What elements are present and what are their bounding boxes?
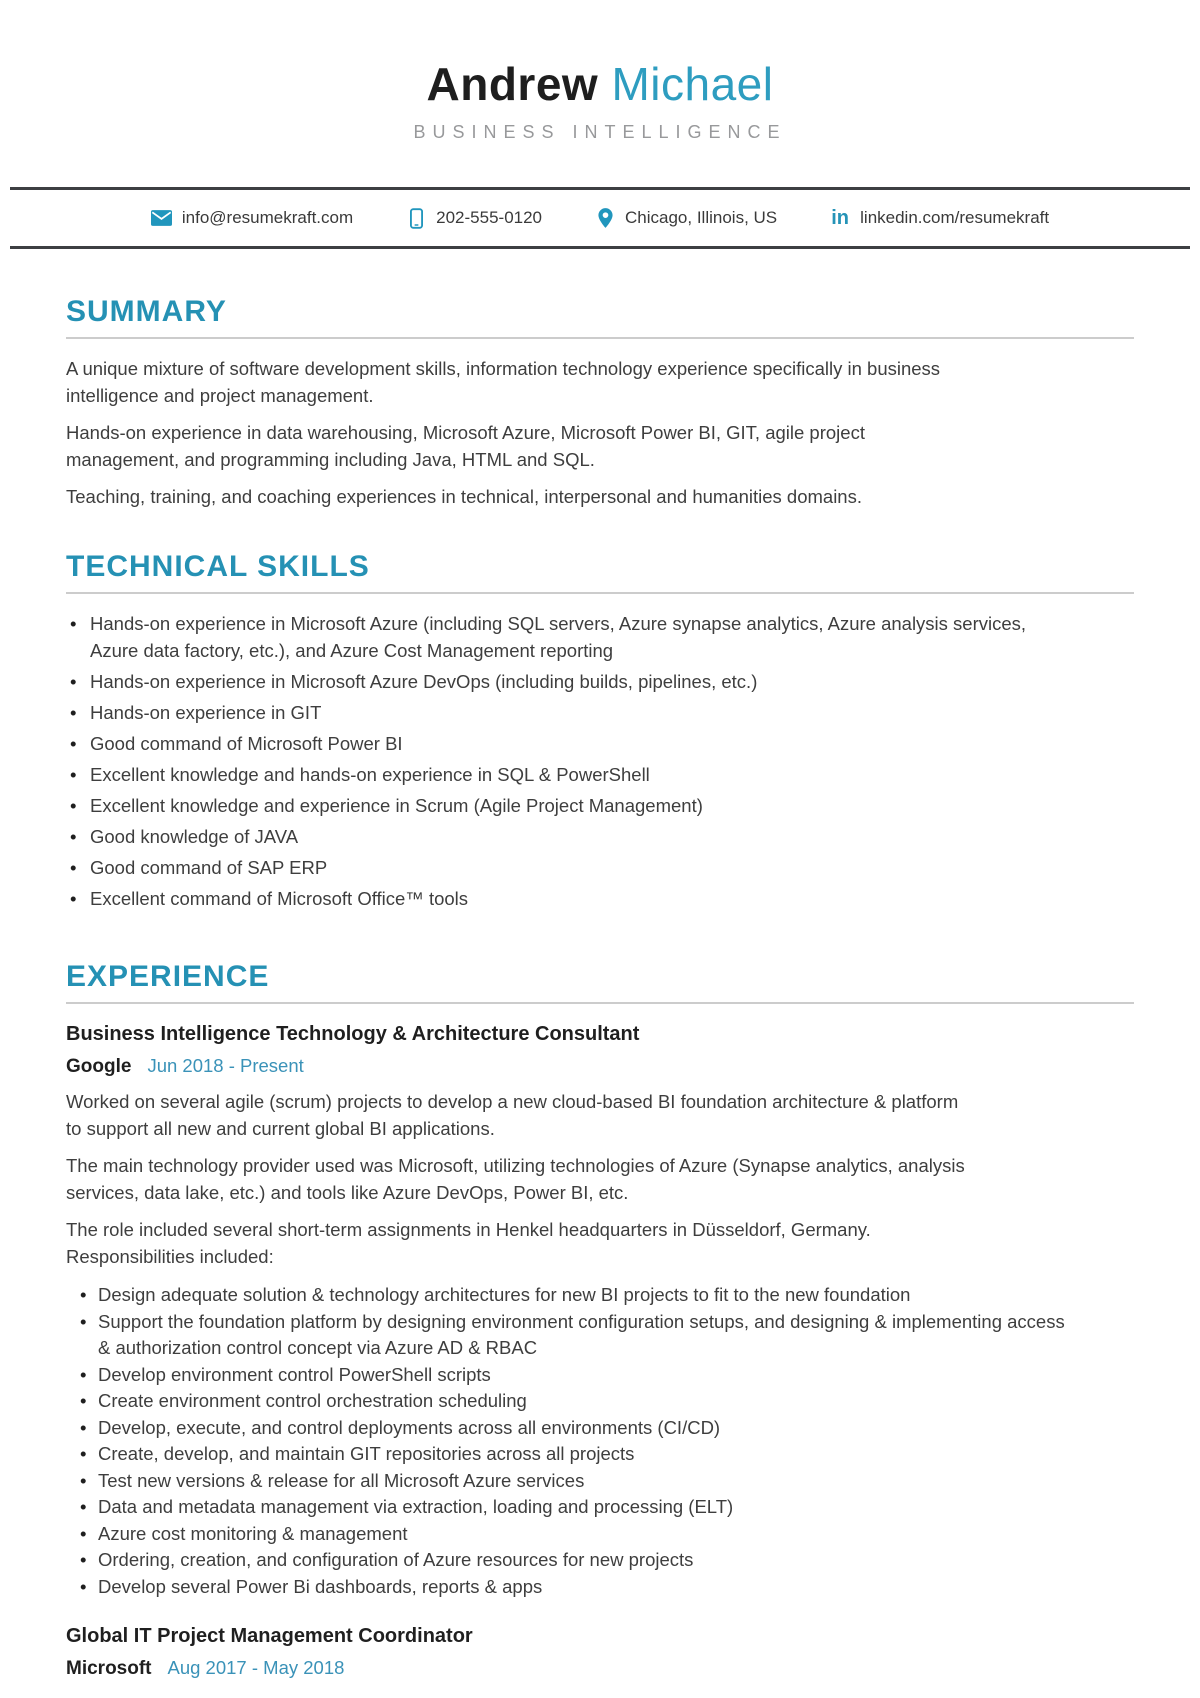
first-name: Andrew <box>426 58 599 110</box>
last-name: Michael <box>611 58 774 110</box>
resume-header <box>0 0 1200 143</box>
company-name: Microsoft <box>66 1658 152 1679</box>
job-bullet-item <box>66 1388 1066 1415</box>
skill-item <box>66 610 1056 664</box>
resume-body <box>66 249 1134 1680</box>
section-experience <box>66 916 1134 1680</box>
job-bullet-text: Develop several Power Bi dashboards, reports & apps <box>98 1575 543 1597</box>
job-bullet-text: Data and metadata management via extraction, loading and processing (ELT) <box>98 1496 734 1517</box>
skill-item <box>66 668 1056 695</box>
bullet-icon: • <box>80 1443 87 1464</box>
job-bullet-item <box>66 1441 1066 1468</box>
bullet-icon: • <box>70 795 77 816</box>
skill-text: Good command of Microsoft Power BI <box>90 733 403 754</box>
bullet-icon: • <box>70 857 77 878</box>
job-bullet-text: Support the foundation platform by designing environment configuration setups, and designing & implementing access & authorization control concept via Azure AD & RBAC <box>98 1310 1065 1358</box>
bullet-icon: • <box>70 671 77 692</box>
phone-icon <box>405 207 427 229</box>
job-dates: Aug 2017 - May 2018 <box>167 1657 345 1678</box>
skill-item <box>66 699 1056 726</box>
job-paragraph: The main technology provider used was Microsoft, utilizing technologies of Azure (Synapse analytics, analysis services, data lake, etc.) and tools like Azure DevOps, Power BI, etc. <box>66 1155 965 1203</box>
linkedin-icon: in <box>831 207 850 229</box>
bullet-icon: • <box>80 1575 87 1597</box>
job-bullet-item <box>66 1309 1066 1362</box>
skills-list <box>66 610 1134 912</box>
contact-phone[interactable] <box>405 207 542 229</box>
skill-text: Excellent knowledge and experience in Scrum (Agile Project Management) <box>90 795 703 816</box>
bullet-icon: • <box>80 1363 87 1385</box>
section-technical-skills <box>66 510 1134 912</box>
job-bullet-text: Azure cost monitoring & management <box>98 1522 408 1544</box>
bullet-icon: • <box>80 1390 87 1411</box>
summary-heading: SUMMARY <box>66 295 1134 339</box>
job-bullets-list <box>66 1282 1134 1600</box>
skill-text: Hands-on experience in Microsoft Azure (including SQL servers, Azure synapse analytics, Azure analysis services, Azure data factory, etc.), and Azure Cost Management reporting <box>90 613 1027 661</box>
skill-text: Good command of SAP ERP <box>90 857 328 878</box>
job-bullet-text: Develop environment control PowerShell scripts <box>98 1363 491 1385</box>
job-bullet-item <box>66 1521 1066 1548</box>
bullet-icon: • <box>80 1310 87 1332</box>
bullet-icon: • <box>70 888 77 909</box>
bullet-icon: • <box>80 1416 87 1438</box>
skill-item <box>66 792 1056 819</box>
job-bullet-text: Create environment control orchestration scheduling <box>98 1390 527 1411</box>
skill-item <box>66 823 1056 850</box>
job-dates: Jun 2018 - Present <box>147 1055 304 1076</box>
job-bullet-item <box>66 1282 1066 1309</box>
job-bullet-text: Develop, execute, and control deployments across all environments (CI/CD) <box>98 1416 721 1438</box>
skill-text: Hands-on experience in GIT <box>90 702 322 723</box>
job-title: Global IT Project Management Coordinator <box>66 1625 473 1647</box>
bullet-icon: • <box>70 702 77 723</box>
experience-heading: EXPERIENCE <box>66 960 1134 1004</box>
bullet-icon: • <box>80 1549 87 1570</box>
skill-text: Excellent knowledge and hands-on experience in SQL & PowerShell <box>90 764 650 785</box>
skill-item <box>66 885 1056 912</box>
skill-text: Hands-on experience in Microsoft Azure DevOps (including builds, pipelines, etc.) <box>90 671 758 692</box>
bullet-icon: • <box>70 764 77 785</box>
job-bullet-item <box>66 1415 1066 1442</box>
skill-item <box>66 761 1056 788</box>
job-bullet-item <box>66 1362 1066 1389</box>
bullet-icon: • <box>80 1469 87 1491</box>
bullet-icon: • <box>80 1284 87 1305</box>
job-paragraph: Worked on several agile (scrum) projects to develop a new cloud-based BI foundation architecture & platform to support all new and current global BI applications. <box>66 1091 959 1139</box>
bullet-icon: • <box>70 613 77 634</box>
company-name: Google <box>66 1056 132 1077</box>
experience-job <box>66 1022 1134 1600</box>
summary-paragraph: Hands-on experience in data warehousing, Microsoft Azure, Microsoft Power BI, GIT, agile project management, and programming including Java, HTML and SQL. <box>66 422 865 470</box>
skill-text: Excellent command of Microsoft Office™ tools <box>90 888 469 909</box>
bullet-icon: • <box>70 826 77 847</box>
contact-email-text: info@resumekraft.com <box>181 208 354 227</box>
technical-skills-heading: TECHNICAL SKILLS <box>66 550 1134 594</box>
summary-paragraph: Teaching, training, and coaching experiences in technical, interpersonal and humanities domains. <box>66 486 862 507</box>
job-role-subtitle: BUSINESS INTELLIGENCE <box>413 122 787 142</box>
section-summary <box>66 249 1134 510</box>
job-bullet-text: Design adequate solution & technology architectures for new BI projects to fit to the new foundation <box>98 1284 911 1305</box>
contact-linkedin-text: linkedin.com/resumekraft <box>860 208 1050 227</box>
job-bullet-text: Test new versions & release for all Microsoft Azure services <box>98 1469 585 1491</box>
skill-item <box>66 854 1056 881</box>
summary-paragraph: A unique mixture of software development skills, information technology experience specifically in business intelligence and project management. <box>66 358 941 406</box>
contact-location-text: Chicago, Illinois, US <box>625 208 778 227</box>
job-bullet-item <box>66 1574 1066 1601</box>
bullet-icon: • <box>70 733 77 754</box>
contact-email[interactable] <box>151 207 353 229</box>
job-bullet-item <box>66 1468 1066 1495</box>
bullet-icon: • <box>80 1496 87 1517</box>
experience-job <box>66 1624 1134 1680</box>
skill-item <box>66 730 1056 757</box>
job-paragraph: The role included several short-term assignments in Henkel headquarters in Düsseldorf, Germany. Responsibilities included: <box>66 1219 871 1267</box>
job-bullet-item <box>66 1547 1066 1574</box>
bullet-icon: • <box>80 1522 87 1544</box>
job-meta <box>66 1657 1134 1680</box>
contact-phone-text: 202-555-0120 <box>436 208 543 227</box>
contact-location[interactable] <box>594 207 777 229</box>
email-icon <box>151 207 173 229</box>
job-meta <box>66 1055 1134 1078</box>
page-title <box>0 58 1200 110</box>
skill-text: Good knowledge of JAVA <box>90 826 299 847</box>
job-bullet-item <box>66 1494 1066 1521</box>
contact-bar <box>0 190 1200 246</box>
location-pin-icon <box>594 207 616 229</box>
job-bullet-text: Ordering, creation, and configuration of Azure resources for new projects <box>98 1549 694 1570</box>
job-bullet-text: Create, develop, and maintain GIT repositories across all projects <box>98 1443 635 1464</box>
contact-linkedin[interactable] <box>829 207 1049 229</box>
job-title: Business Intelligence Technology & Architecture Consultant <box>66 1023 640 1045</box>
